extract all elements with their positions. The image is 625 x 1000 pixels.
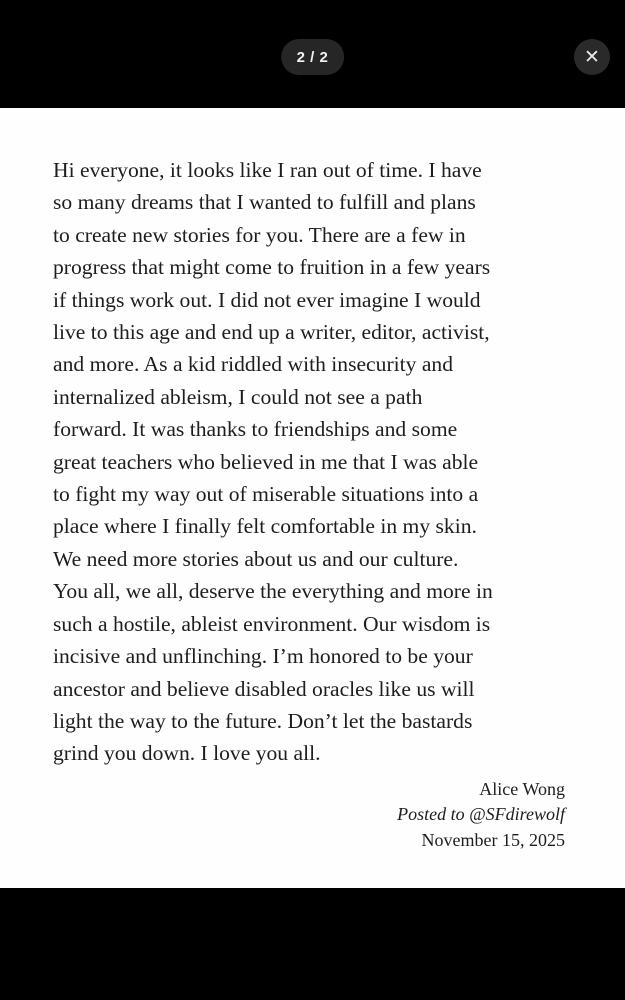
letter-line: incisive and unflinching. I’m honored to be your	[53, 644, 473, 669]
letter-line: grind you down. I love you all.	[53, 741, 321, 766]
letter-line: You all, we all, deserve the everything and more in	[53, 579, 493, 604]
letter-line: place where I finally felt comfortable in my skin.	[53, 514, 477, 539]
signature-name: Alice Wong	[479, 778, 565, 799]
signature-posted-to: Posted to @SFdirewolf	[397, 804, 565, 825]
close-icon: ✕	[584, 46, 600, 68]
letter-line: We need more stories about us and our culture.	[53, 546, 459, 571]
letter-line: live to this age and end up a writer, editor, activist,	[53, 320, 490, 345]
letter-line: to fight my way out of miserable situations into a	[53, 482, 479, 507]
letter-line: progress that might come to fruition in a few years	[53, 255, 491, 280]
close-button[interactable]	[574, 39, 610, 75]
page-indicator-badge: 2 / 2	[281, 39, 345, 75]
letter-line: great teachers who believed in me that I was able	[53, 449, 479, 474]
letter-line: so many dreams that I wanted to fulfill and plans	[53, 190, 476, 215]
letter-line: Hi everyone, it looks like I ran out of time. I have	[53, 158, 482, 182]
signature-date: November 15, 2025	[421, 829, 565, 850]
viewer-top-bar	[0, 0, 625, 108]
letter-line: ancestor and believe disabled oracles like us will	[53, 676, 475, 701]
letter-body	[0, 108, 625, 770]
letter-line: if things work out. I did not ever imagine I would	[53, 287, 481, 312]
letter-signature	[0, 777, 625, 854]
letter-line: internalized ableism, I could not see a path	[53, 384, 423, 409]
letter-line: and more. As a kid riddled with insecurity and	[53, 352, 454, 377]
letter-line: to create new stories for you. There are a few in	[53, 222, 466, 247]
letter-image[interactable]	[0, 108, 625, 888]
letter-line: forward. It was thanks to friendships and some	[53, 417, 458, 442]
android-nav-bar	[0, 888, 625, 1000]
letter-line: light the way to the future. Don’t let the bastards	[53, 708, 473, 733]
letter-line: such a hostile, ableist environment. Our wisdom is	[53, 611, 491, 636]
